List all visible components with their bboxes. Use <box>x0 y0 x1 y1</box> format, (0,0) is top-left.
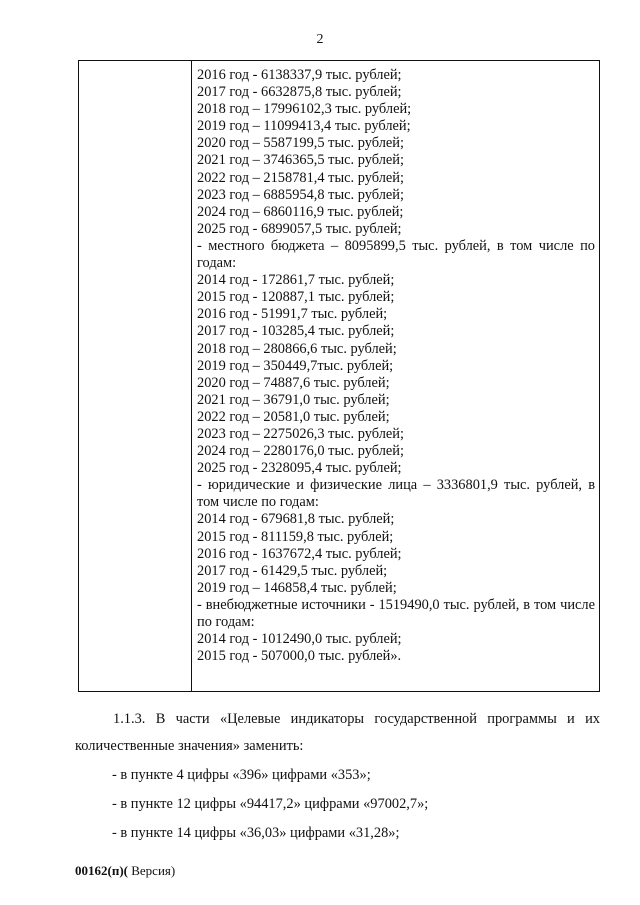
table-row: 2014 год - 679681,8 тыс. рублей; <box>197 511 395 528</box>
bullet-item: - в пункте 4 цифры «396» цифрами «353»; <box>112 767 371 783</box>
table-row: 2015 год - 507000,0 тыс. рублей». <box>197 648 402 665</box>
table-row: 2016 год - 6138337,9 тыс. рублей; <box>197 67 402 83</box>
table-row: 2015 год - 120887,1 тыс. рублей; <box>197 289 395 306</box>
table-row: 2019 год – 11099413,4 тыс. рублей; <box>197 118 411 135</box>
section-paragraph: 1.1.3. В части «Целевые индикаторы государственной программы и их количественные значения» заменить: <box>75 711 600 754</box>
table-row: 2021 год – 36791,0 тыс. рублей; <box>197 391 390 408</box>
table-left-cell <box>79 61 192 691</box>
table-row: 2023 год – 6885954,8 тыс. рублей; <box>197 186 404 203</box>
table-row: 2019 год – 146858,4 тыс. рублей; <box>197 579 397 596</box>
table-row-source-heading: - внебюджетные источники - 1519490,0 тыс. рублей, в том числе по годам: <box>197 596 595 630</box>
table-row: 2021 год – 3746365,5 тыс. рублей; <box>197 152 404 169</box>
table-row: 2017 год - 6632875,8 тыс. рублей; <box>197 84 402 101</box>
table-right-cell <box>192 61 599 691</box>
table-row: 2022 год – 20581,0 тыс. рублей; <box>197 408 390 425</box>
table-row: 2017 год - 103285,4 тыс. рублей; <box>197 323 395 340</box>
table-row: 2025 год - 6899057,5 тыс. рублей; <box>197 220 402 237</box>
document-version: Версия) <box>127 863 176 878</box>
table-row: 2023 год – 2275026,3 тыс. рублей; <box>197 425 404 442</box>
budget-table <box>78 60 600 692</box>
document-code: 00162(п)( <box>75 863 128 878</box>
table-row: 2016 год - 1637672,4 тыс. рублей; <box>197 545 402 562</box>
page-number: 2 <box>316 32 324 47</box>
table-row: 2019 год – 350449,7тыс. рублей; <box>197 357 394 374</box>
table-row: 2020 год – 5587199,5 тыс. рублей; <box>197 135 404 152</box>
table-row: 2016 год - 51991,7 тыс. рублей; <box>197 306 388 323</box>
table-row: 2024 год – 2280176,0 тыс. рублей; <box>197 443 404 460</box>
table-row: 2024 год – 6860116,9 тыс. рублей; <box>197 203 404 220</box>
table-row: 2018 год – 17996102,3 тыс. рублей; <box>197 101 412 118</box>
table-row: 2020 год – 74887,6 тыс. рублей; <box>197 374 390 391</box>
table-row: 2014 год - 172861,7 тыс. рублей; <box>197 272 395 289</box>
table-row: 2025 год - 2328095,4 тыс. рублей; <box>197 460 402 477</box>
table-row-source-heading: - местного бюджета – 8095899,5 тыс. рублей, в том числе по годам: <box>197 237 595 272</box>
bullet-item: - в пункте 14 цифры «36,03» цифрами «31,28»; <box>112 825 400 841</box>
table-row: 2017 год - 61429,5 тыс. рублей; <box>197 562 388 579</box>
table-row: 2015 год - 811159,8 тыс. рублей; <box>197 528 394 545</box>
table-row: 2018 год – 280866,6 тыс. рублей; <box>197 340 397 357</box>
document-code-footer <box>75 863 175 879</box>
table-row: 2014 год - 1012490,0 тыс. рублей; <box>197 631 402 648</box>
table-row: 2022 год – 2158781,4 тыс. рублей; <box>197 169 404 186</box>
bullet-item: - в пункте 12 цифры «94417,2» цифрами «97002,7»; <box>112 796 429 812</box>
table-row-source-heading: - юридические и физические лица – 3336801,9 тыс. рублей, в том числе по годам: <box>197 477 595 511</box>
